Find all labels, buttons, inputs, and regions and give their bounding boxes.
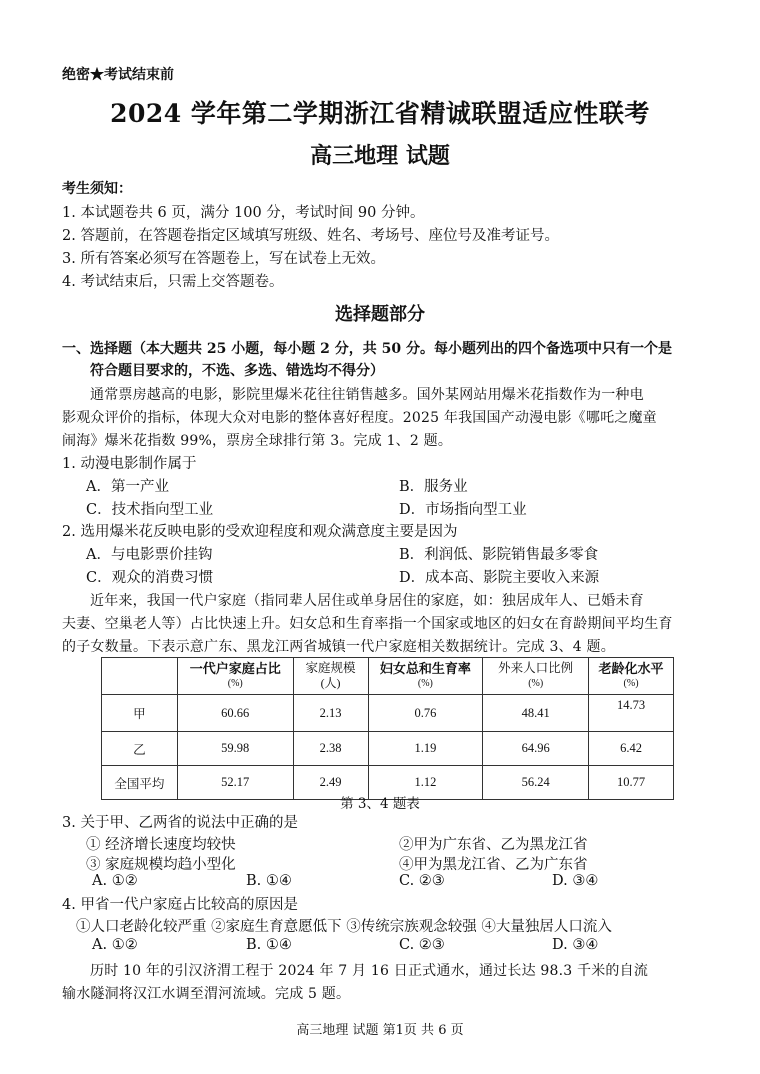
table-header-cell: 一代户家庭占比 (%)	[177, 658, 293, 695]
table-cell: 全国平均	[102, 766, 178, 800]
notice-item: 4. 考试结束后，只需上交答题卷。	[62, 274, 284, 290]
passage-1-line: 通常票房越高的电影，影院里爆米花往往销售越多。国外某网站用爆米花指数作为一种电	[90, 387, 644, 403]
q4-option-d: D. ③④	[552, 937, 599, 953]
q2-option-d: D．成本高、影院主要收入来源	[399, 570, 600, 586]
table-cell: 0.76	[368, 695, 483, 732]
table-cell: 2.38	[293, 732, 368, 766]
table-cell: 64.96	[483, 732, 589, 766]
passage-3-line: 历时 10 年的引汉济渭工程于 2024 年 7 月 16 日正式通水，通过长达 98.3 千米的自流	[90, 963, 649, 979]
table-header-cell: 家庭规模 (人)	[293, 658, 368, 695]
table-cell: 56.24	[483, 766, 589, 800]
table-cell: 甲	[102, 695, 178, 732]
question-4-stem: 4. 甲省一代户家庭占比较高的原因是	[62, 897, 298, 913]
table-header-cell	[102, 658, 178, 695]
secret-label: 绝密★考试结束前	[62, 67, 174, 83]
q3-statement-2: ②甲为广东省、乙为黑龙江省	[399, 837, 588, 853]
notice-item: 3. 所有答案必须写在答题卷上，写在试卷上无效。	[62, 251, 385, 267]
notice-heading: 考生须知：	[62, 181, 132, 197]
passage-1-line: 影观众评价的指标，体现大众对电影的整体喜好程度。2025 年我国国产动漫电影《哪吒之魔童	[62, 410, 657, 426]
table-cell: 1.12	[368, 766, 483, 800]
q3-statement-3: ③ 家庭规模均趋小型化	[86, 857, 236, 873]
table-cell: 2.13	[293, 695, 368, 732]
table-cell: 59.98	[177, 732, 293, 766]
notice-item: 1. 本试题卷共 6 页，满分 100 分，考试时间 90 分钟。	[62, 205, 425, 221]
q2-option-c: C．观众的消费习惯	[86, 570, 214, 586]
table-caption: 第 3、4 题表	[340, 796, 420, 812]
q1-option-c: C．技术指向型工业	[86, 502, 214, 518]
exam-title: 2024 学年第二学期浙江省精诚联盟适应性联考	[110, 99, 650, 128]
passage-2-line: 的子女数量。下表示意广东、黑龙江两省城镇一代户家庭相关数据统计。完成 3、4 题。	[62, 639, 615, 655]
part-instruction: 一、选择题（本大题共 25 小题，每小题 2 分，共 50 分。每小题列出的四个备选项中只有一个是	[62, 341, 672, 357]
q4-statements: ①人口老龄化较严重 ②家庭生育意愿低下 ③传统宗族观念较强 ④大量独居人口流入	[76, 919, 612, 935]
q4-option-a: A. ①②	[92, 937, 138, 953]
passage-2-line: 近年来，我国一代户家庭（指同辈人居住或单身居住的家庭，如：独居成年人、已婚未育	[90, 593, 644, 609]
q1-option-a: A．第一产业	[86, 479, 169, 495]
q3-option-c: C. ②③	[399, 873, 445, 889]
part-instruction-cont: 符合题目要求的，不选、多选、错选均不得分）	[90, 363, 384, 379]
passage-3-line: 输水隧洞将汉江水调至渭河流域。完成 5 题。	[62, 986, 351, 1002]
table-row	[102, 695, 674, 732]
q3-statement-4: ④甲为黑龙江省、乙为广东省	[399, 857, 588, 873]
table-cell: 2.49	[293, 766, 368, 800]
table-header-cell: 老龄化水平 (%)	[589, 658, 674, 695]
q3-option-b: B. ①④	[246, 873, 292, 889]
question-2-stem: 2. 选用爆米花反映电影的受欢迎程度和观众满意度主要是因为	[62, 524, 458, 540]
table-cell: 1.19	[368, 732, 483, 766]
table-header-cell: 妇女总和生育率 (%)	[368, 658, 483, 695]
notice-item: 2. 答题前，在答题卷指定区域填写班级、姓名、考场号、座位号及准考证号。	[62, 228, 559, 244]
q2-option-b: B．利润低、影院销售最多零食	[399, 547, 599, 563]
q3-option-d: D. ③④	[552, 873, 599, 889]
table-header-cell: 外来人口比例 (%)	[483, 658, 589, 695]
table-cell: 14.73	[589, 695, 674, 732]
table-row	[102, 732, 674, 766]
page-footer: 高三地理 试题 第1页 共 6 页	[296, 1023, 464, 1038]
table-header-row	[102, 658, 674, 695]
q2-option-a: A．与电影票价挂钩	[86, 547, 213, 563]
table-cell: 60.66	[177, 695, 293, 732]
question-3-stem: 3. 关于甲、乙两省的说法中正确的是	[62, 815, 298, 831]
table-cell: 48.41	[483, 695, 589, 732]
table-cell: 10.77	[589, 766, 674, 800]
table-cell: 6.42	[589, 732, 674, 766]
household-data-table	[101, 657, 674, 800]
q4-option-b: B. ①④	[246, 937, 292, 953]
q3-option-a: A. ①②	[92, 873, 138, 889]
table-cell: 52.17	[177, 766, 293, 800]
section-title: 选择题部分	[335, 304, 425, 325]
passage-1-line: 闹海》爆米花指数 99%，票房全球排行第 3。完成 1、2 题。	[62, 433, 453, 449]
passage-2-line: 夫妻、空巢老人等）占比快速上升。妇女总和生育率指一个国家或地区的妇女在育龄期间平均生育	[62, 616, 673, 632]
q4-option-c: C. ②③	[399, 937, 445, 953]
question-1-stem: 1. 动漫电影制作属于	[62, 456, 197, 472]
exam-subtitle: 高三地理 试题	[310, 143, 450, 169]
q1-option-b: B．服务业	[399, 479, 468, 495]
table-cell: 乙	[102, 732, 178, 766]
q1-option-d: D．市场指向型工业	[399, 502, 527, 518]
q3-statement-1: ① 经济增长速度均较快	[86, 837, 236, 853]
